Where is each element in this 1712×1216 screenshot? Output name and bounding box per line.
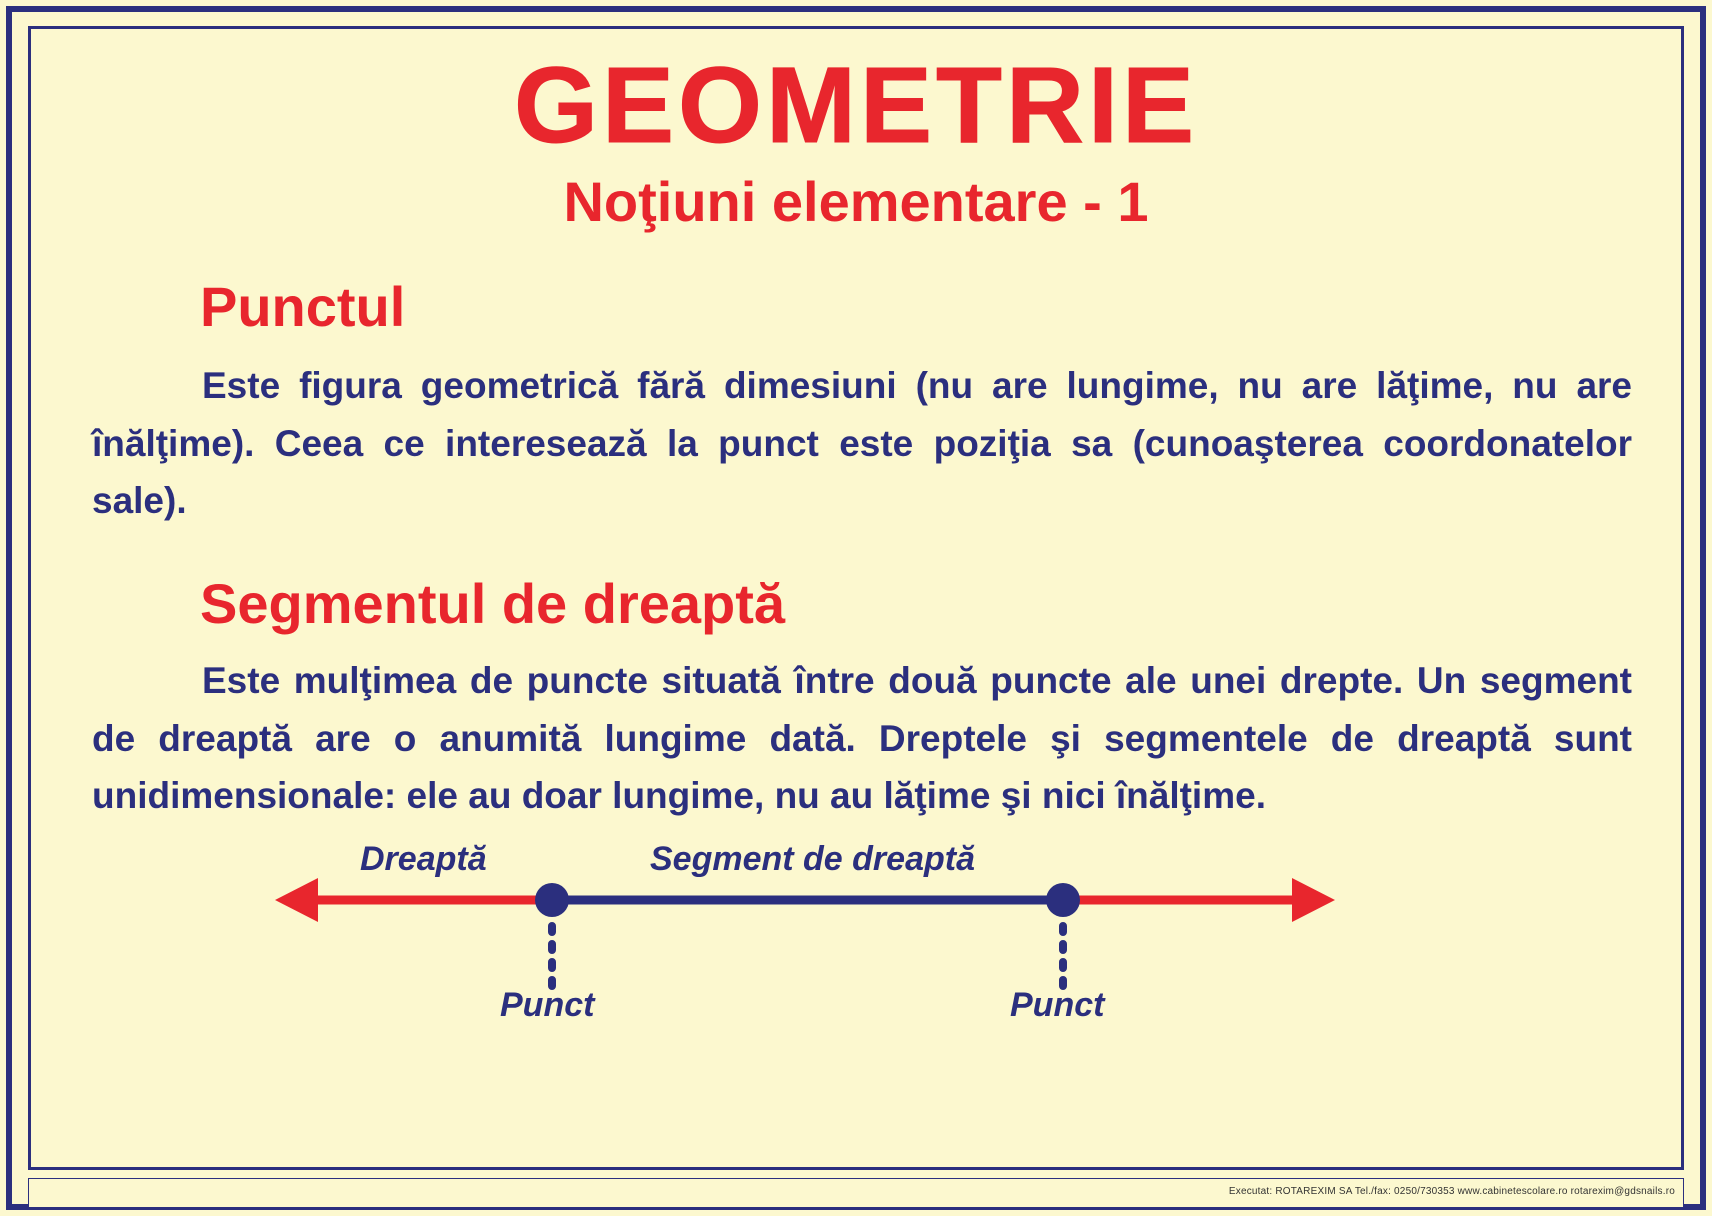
point-right-dot-icon [1046,883,1080,917]
left-arrowhead-icon [275,878,318,922]
page-title: GEOMETRIE [513,44,1199,165]
diagram-label-line: Dreaptă [360,840,487,879]
point-left-dot-icon [535,883,569,917]
section-heading-segmentul: Segmentul de dreaptă [200,572,786,636]
right-arrowhead-icon [1292,878,1335,922]
diagram-label-point-left: Punct [500,986,595,1025]
section-body-segmentul: Este mulţimea de puncte situată între două puncte ale unei drepte. Un segment de dreaptă are o anumită lungime dată. Dreptele şi segmentele de dreaptă sunt unidimensionale: ele au doar lungime, nu au lăţime şi nici înălţime. [92,660,1632,817]
section-heading-punctul: Punctul [200,275,406,339]
footer-bar [28,1178,1684,1208]
diagram-label-segment: Segment de dreaptă [650,840,975,879]
line-segment-diagram [60,838,1652,1048]
poster-content [60,40,1652,1156]
diagram-label-point-right: Punct [1010,986,1105,1025]
footer-credit: Executat: ROTAREXIM SA Tel./fax: 0250/730353 www.cabinetescolare.ro rotarexim@gdsnails.ro [1228,1186,1675,1197]
page-subtitle: Noţiuni elementare - 1 [563,170,1149,234]
section-body-punctul: Este figura geometrică fără dimesiuni (nu are lungime, nu are lăţime, nu are înălţime). Ceea ce interesează la punct este poziţia sa (cunoaşterea coordonatelor sale). [92,365,1632,522]
